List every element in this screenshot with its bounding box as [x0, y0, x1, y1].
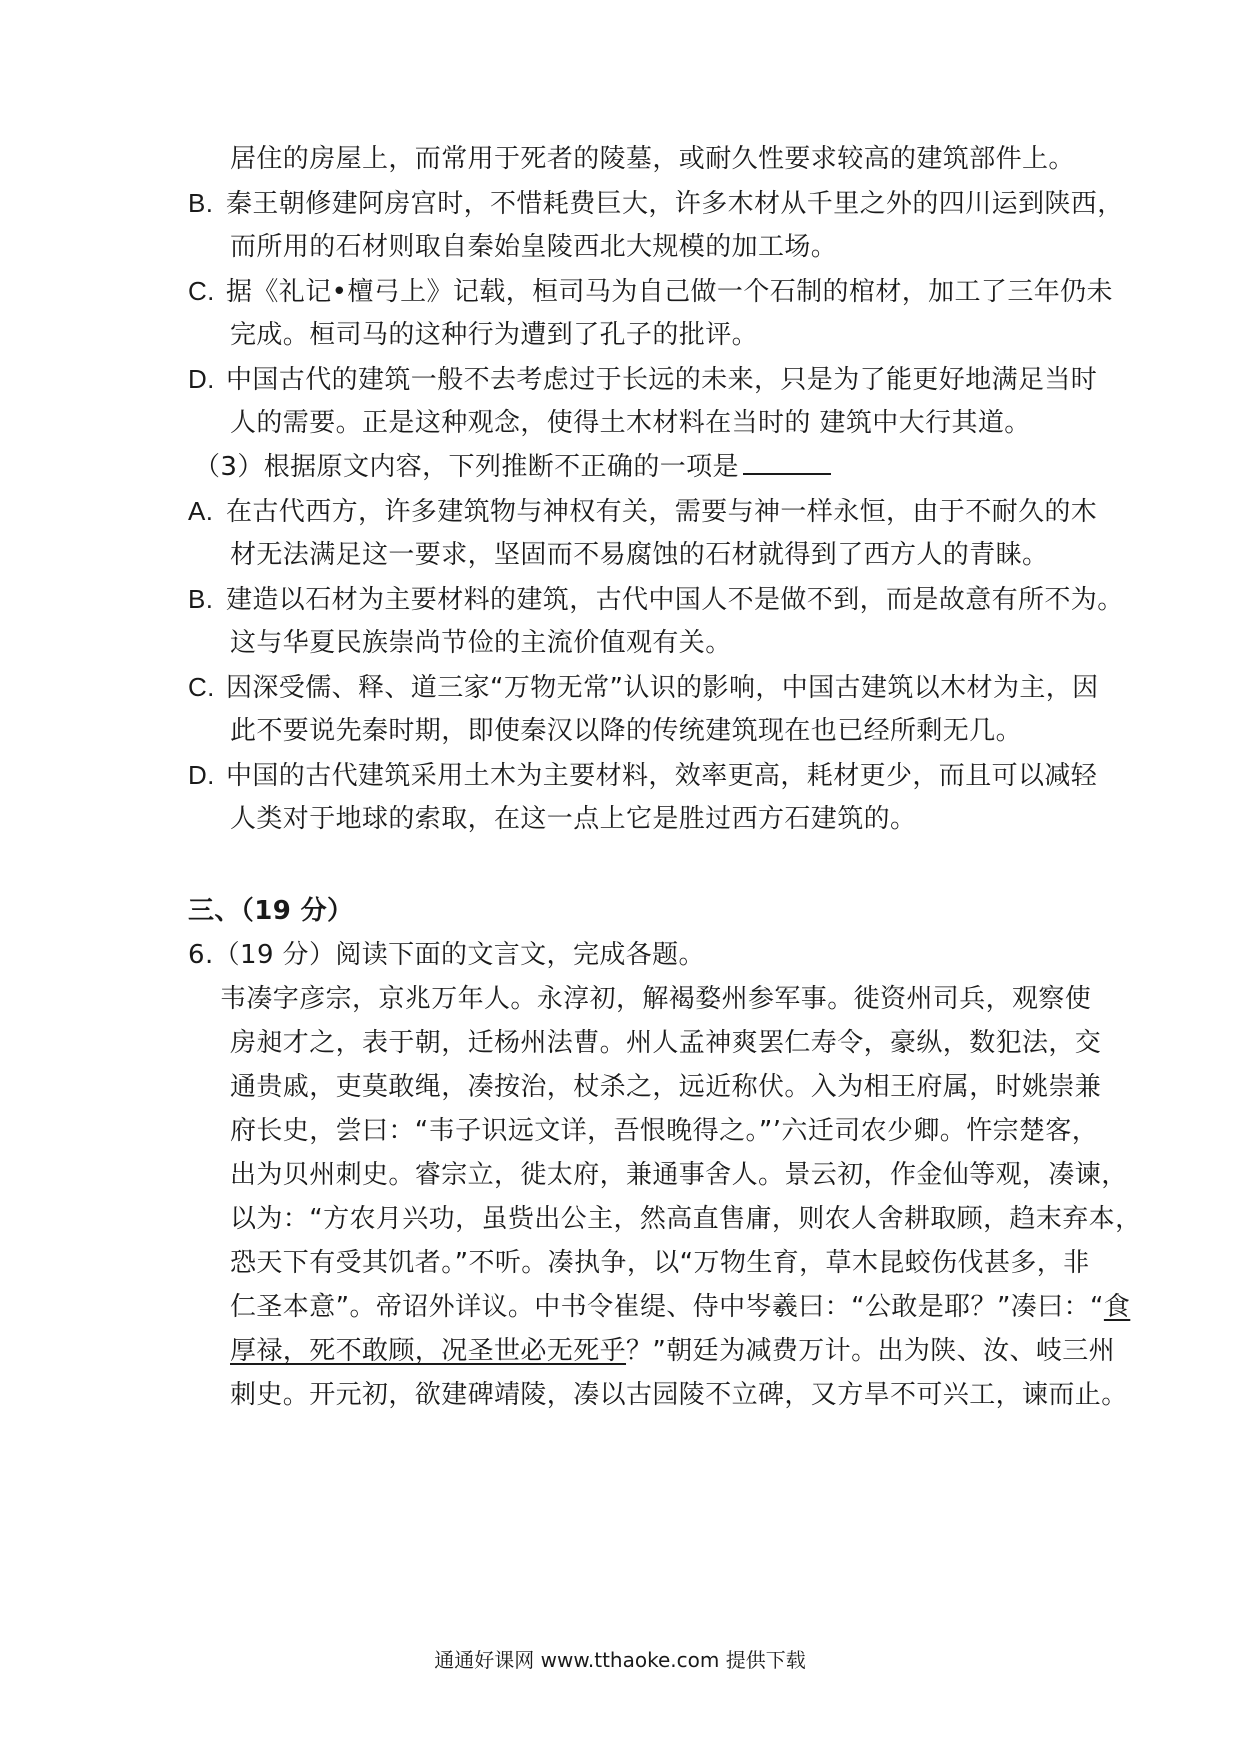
q2-option-d-line2: 人的需要。正是这种观念，使得土木材料在当时的 建筑中大行其道。 — [230, 408, 1031, 438]
q3-option-a-line1 — [188, 494, 1097, 529]
passage-line-3: 通贵戚，吏莫敢绳，凑按治，杖杀之，远近称伏。入为相王府属，时姚崇兼 — [230, 1072, 1102, 1102]
q3-option-d-line1 — [188, 758, 1097, 793]
option-text: 据《礼记•檀弓上》记载，桓司马为自己做一个石制的棺材，加工了三年仍未 — [226, 277, 1113, 307]
underlined-sentence-start: 食 — [1103, 1292, 1131, 1322]
underlined-sentence: 厚禄，死不敢顾，况圣世必无死乎 — [230, 1336, 627, 1366]
option-text: 中国古代的建筑一般不去考虑过于长远的未来，只是为了能更好地满足当时 — [226, 365, 1098, 395]
option-label: D. — [188, 364, 215, 394]
q3-stem — [194, 450, 831, 484]
option-text: 中国的古代建筑采用土木为主要材料，效率更高，耗材更少，而且可以减轻 — [226, 761, 1098, 791]
q3-option-d-line2: 人类对于地球的索取，在这一点上它是胜过西方石建筑的。 — [230, 804, 917, 834]
q3-option-b-line1 — [188, 582, 1124, 617]
q2-option-c-line1 — [188, 274, 1113, 309]
option-label: C. — [188, 276, 215, 306]
q2-option-c-line2: 完成。桓司马的这种行为遭到了孔子的批评。 — [230, 320, 759, 350]
passage-line-2: 房昶才之，表于朝，迁杨州法曹。州人孟神爽罢仁寿令，豪纵，数犯法，交 — [230, 1028, 1102, 1058]
option-label: D. — [188, 760, 215, 790]
option-label: A. — [188, 496, 214, 526]
q6-stem: 6.（19 分）阅读下面的文言文，完成各题。 — [188, 940, 705, 970]
q3-option-c-line1 — [188, 670, 1099, 705]
option-text: 因深受儒、释、道三家“万物无常”认识的影响，中国古建筑以木材为主，因 — [226, 673, 1099, 703]
passage-line-8 — [230, 1290, 1130, 1324]
q3-option-a-line2: 材无法满足这一要求，坚固而不易腐蚀的石材就得到了西方人的青睐。 — [230, 540, 1049, 570]
q3-option-b-line2: 这与华夏民族崇尚节俭的主流价值观有关。 — [230, 628, 732, 658]
q3-stem-text: （3）根据原文内容，下列推断不正确的一项是 — [194, 452, 739, 482]
section-heading: 三、（19 分） — [188, 896, 354, 926]
passage-text: ？”朝廷为减费万计。出为陕、汝、岐三州 — [626, 1336, 1116, 1366]
answer-blank — [743, 451, 831, 475]
option-text: 秦王朝修建阿房宫时，不惜耗费巨大，许多木材从千里之外的四川运到陕西， — [226, 189, 1124, 219]
option-text: 建造以石材为主要材料的建筑，古代中国人不是做不到，而是故意有所不为。 — [226, 585, 1124, 615]
q2-option-b-line2: 而所用的石材则取自秦始皇陵西北大规模的加工场。 — [230, 232, 838, 262]
passage-line-4: 府长史，尝曰：“韦子识远文详，吾恨晚得之。”’六迁司农少卿。忤宗楚客， — [230, 1116, 1099, 1146]
q2-option-b-line1 — [188, 186, 1124, 221]
q2-option-d-line1 — [188, 362, 1097, 397]
option-label: B. — [188, 188, 214, 218]
passage-line-9 — [230, 1334, 1115, 1368]
passage-line-7: 恐天下有受其饥者。”不听。凑执争，以“万物生育，草木昆蛟伤伐甚多，非 — [230, 1248, 1090, 1278]
option-label: B. — [188, 584, 214, 614]
passage-text: 仁圣本意”。帝诏外详议。中书令崔缇、侍中岑羲曰：“公敢是耶？”凑曰：“ — [230, 1292, 1104, 1322]
q3-option-c-line2: 此不要说先秦时期，即使秦汉以降的传统建筑现在也已经所剩无几。 — [230, 716, 1023, 746]
page-footer: 通通好课网 www.tthaoke.com 提供下载 — [434, 1648, 806, 1672]
option-text: 在古代西方，许多建筑物与神权有关，需要与神一样永恒，由于不耐久的木 — [226, 497, 1098, 527]
passage-line-5: 出为贝州刺史。睿宗立，徙太府，兼通事舍人。景云初，作金仙等观，凑谏， — [230, 1160, 1128, 1190]
passage-line-1: 韦凑字彦宗，京兆万年人。永淳初，解褐婺州参军事。徙资州司兵，观察使 — [220, 984, 1092, 1014]
option-label: C. — [188, 672, 215, 702]
passage-line-6: 以为：“方农月兴功，虽赀出公主，然高直售庸，则农人舍耕取顾，趋末弃本， — [230, 1204, 1142, 1234]
q2-option-a-continuation: 居住的房屋上，而常用于死者的陵墓，或耐久性要求较高的建筑部件上。 — [230, 144, 1075, 174]
passage-line-10: 刺史。开元初，欲建碑靖陵，凑以古园陵不立碑，又方旱不可兴工，谏而止。 — [230, 1380, 1128, 1410]
